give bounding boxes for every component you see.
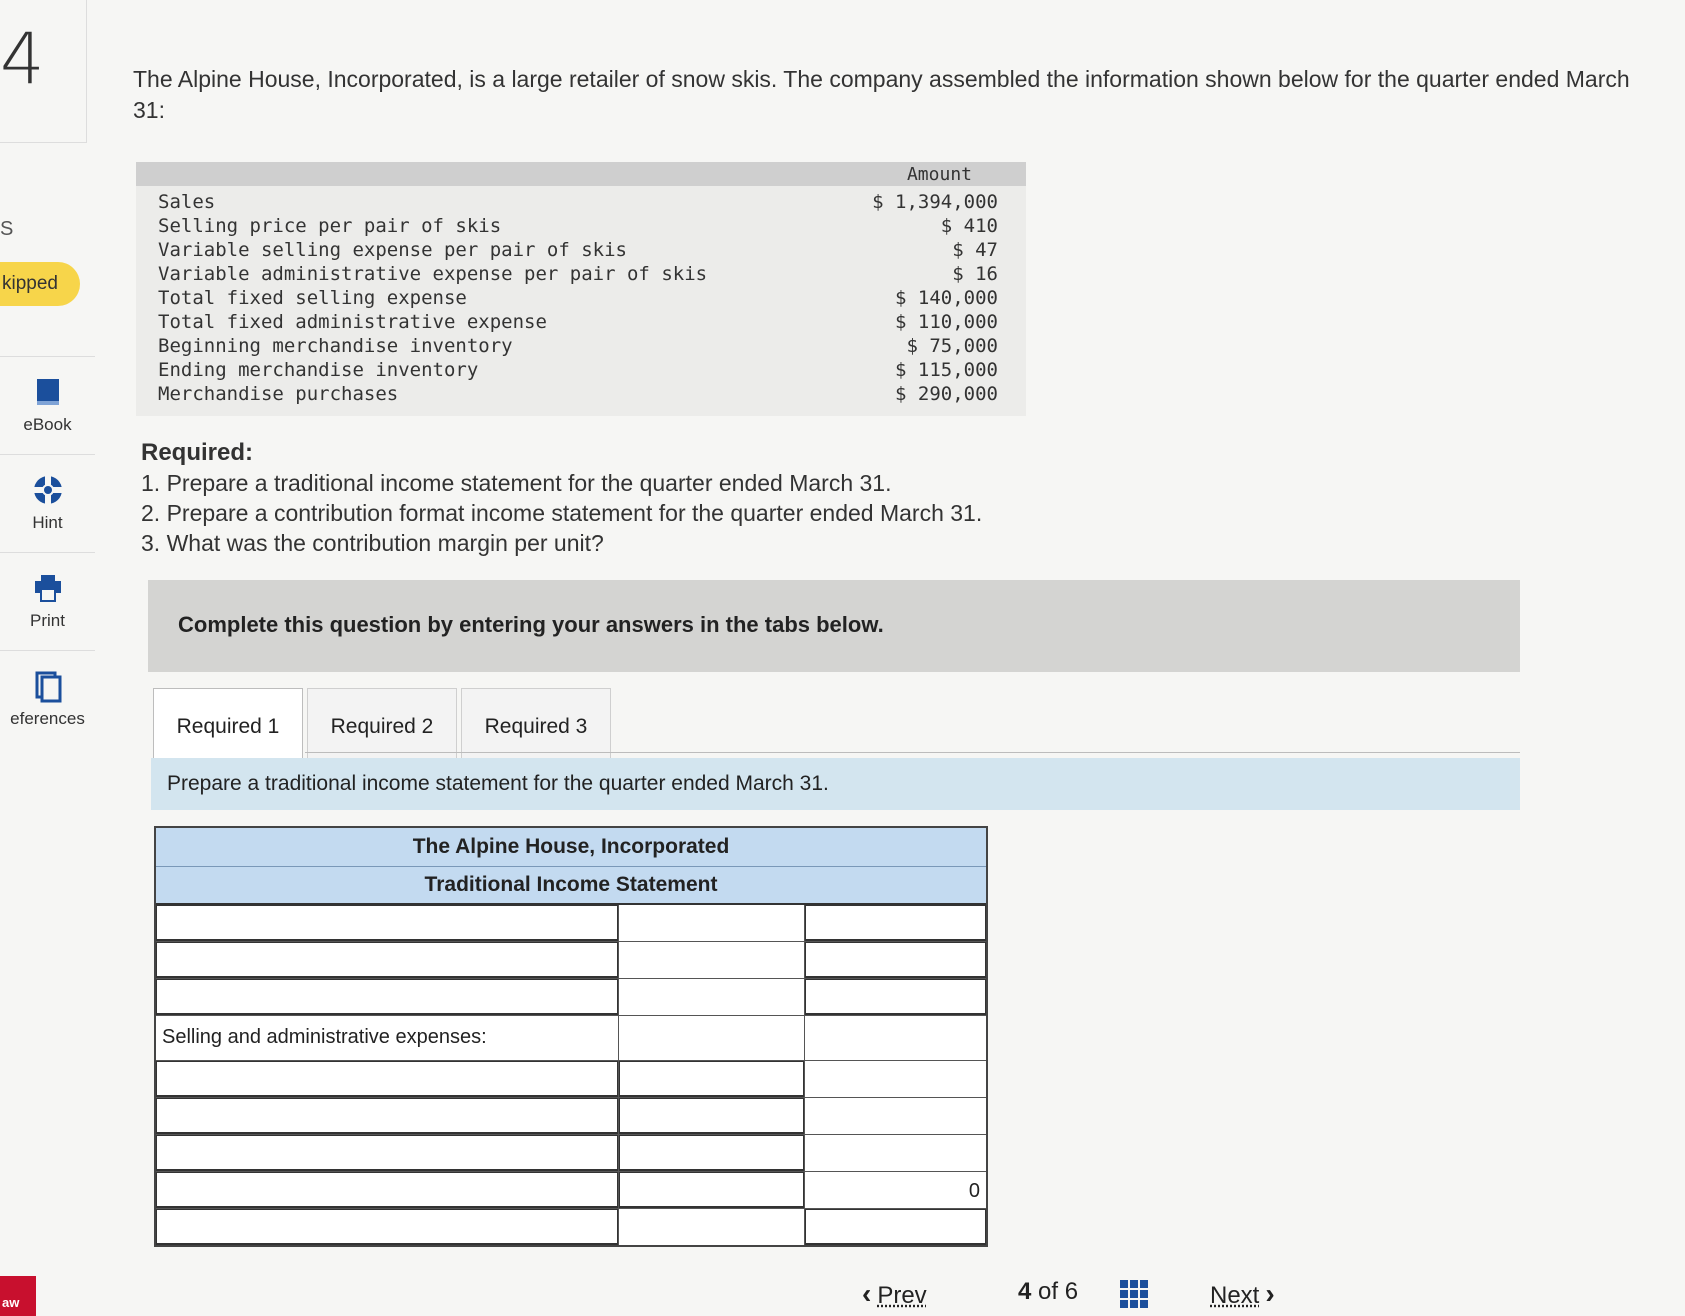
question-grid-icon[interactable] [1120,1280,1148,1308]
required-item-1: 1. Prepare a traditional income statement for the quarter ended March 31. [141,470,892,496]
publisher-logo: aw [0,1276,36,1316]
chevron-right-icon: › [1265,1278,1275,1309]
book-icon [31,375,65,409]
table-row [156,1016,986,1061]
line-item-label-input[interactable] [156,1098,618,1134]
references-icon [31,669,65,703]
print-label: Print [30,611,65,630]
required-list [141,438,982,558]
tab-required-3[interactable]: Required 3 [461,688,611,764]
given-row: Ending merchandise inventory $ 115,000 [158,359,998,381]
tab-required-1[interactable]: Required 1 [153,688,303,768]
hint-label: Hint [32,513,63,532]
table-row [156,1098,986,1135]
amount-input[interactable] [805,1209,986,1245]
income-statement-table [154,826,988,1247]
table-row [156,942,986,979]
references-label: eferences [10,709,85,728]
subtotal-input[interactable] [619,1135,804,1171]
hint-tool[interactable] [0,454,95,551]
ebook-label: eBook [23,415,72,434]
tab-required-2[interactable]: Required 2 [307,688,457,764]
complete-instructions-banner [148,580,1520,672]
line-item-label-input[interactable] [156,1135,618,1171]
hint-icon [31,473,65,507]
given-row: Total fixed administrative expense $ 110,000 [158,311,998,333]
banner-text: Complete this question by entering your answers in the tabs below. [178,612,884,637]
given-table-header [136,162,1026,186]
subtotal-input[interactable] [619,1061,804,1097]
ebook-tool[interactable] [0,356,95,453]
print-icon [31,571,65,605]
references-tool[interactable] [0,650,95,747]
question-number: 4 [0,18,45,100]
line-item-label-input[interactable] [156,979,618,1015]
table-row [156,1172,986,1209]
table-row [156,1135,986,1172]
table-row [156,905,986,942]
line-item-label-input[interactable] [156,1209,618,1245]
tab-divider [305,752,1520,753]
prev-button[interactable]: ‹ Prev [862,1278,927,1309]
required-title: Required: [141,439,254,466]
print-tool[interactable] [0,552,95,649]
given-data-table [136,162,1026,416]
amount-input[interactable] [805,942,986,978]
chevron-left-icon: ‹ [862,1278,872,1309]
given-row: Sales $ 1,394,000 [158,191,998,213]
given-row: Variable selling expense per pair of skis $ 47 [158,239,998,261]
given-row: Selling price per pair of skis $ 410 [158,215,998,237]
next-button[interactable]: Next › [1210,1278,1275,1309]
line-item-label-input[interactable] [156,905,618,941]
subtotal-input[interactable] [619,1098,804,1134]
line-item-label-input[interactable] [156,1172,618,1208]
required-item-3: 3. What was the contribution margin per unit? [141,530,604,556]
computed-total: 0 [968,1180,980,1202]
question-intro: The Alpine House, Incorporated, is a large retailer of snow skis. The company assembled the information shown below for the quarter ended March 31: [133,66,1630,123]
statement-subtitle: Traditional Income Statement [156,867,986,905]
given-row: Total fixed selling expense $ 140,000 [158,287,998,309]
given-row: Merchandise purchases $ 290,000 [158,383,998,405]
line-item-label-input[interactable] [156,1061,618,1097]
statement-company-title: The Alpine House, Incorporated [156,828,986,867]
sidebar-cut-label: S [0,218,14,240]
section-label: Selling and administrative expenses: [156,1016,619,1060]
table-row [156,1209,986,1245]
page-indicator: 4 of 6 [1018,1278,1079,1305]
table-row [156,979,986,1016]
subtotal-input[interactable] [619,1172,804,1208]
required-item-2: 2. Prepare a contribution format income statement for the quarter ended March 31. [141,500,983,526]
amount-column-header: Amount [906,164,972,185]
tab-instruction: Prepare a traditional income statement for the quarter ended March 31. [151,758,1520,810]
skipped-badge[interactable]: kipped [0,262,80,306]
given-row: Variable administrative expense per pair of skis $ 16 [158,263,998,285]
line-item-label-input[interactable] [156,942,618,978]
amount-input[interactable] [805,979,986,1015]
given-row: Beginning merchandise inventory $ 75,000 [158,335,998,357]
table-row [156,1061,986,1098]
amount-input[interactable] [805,905,986,941]
